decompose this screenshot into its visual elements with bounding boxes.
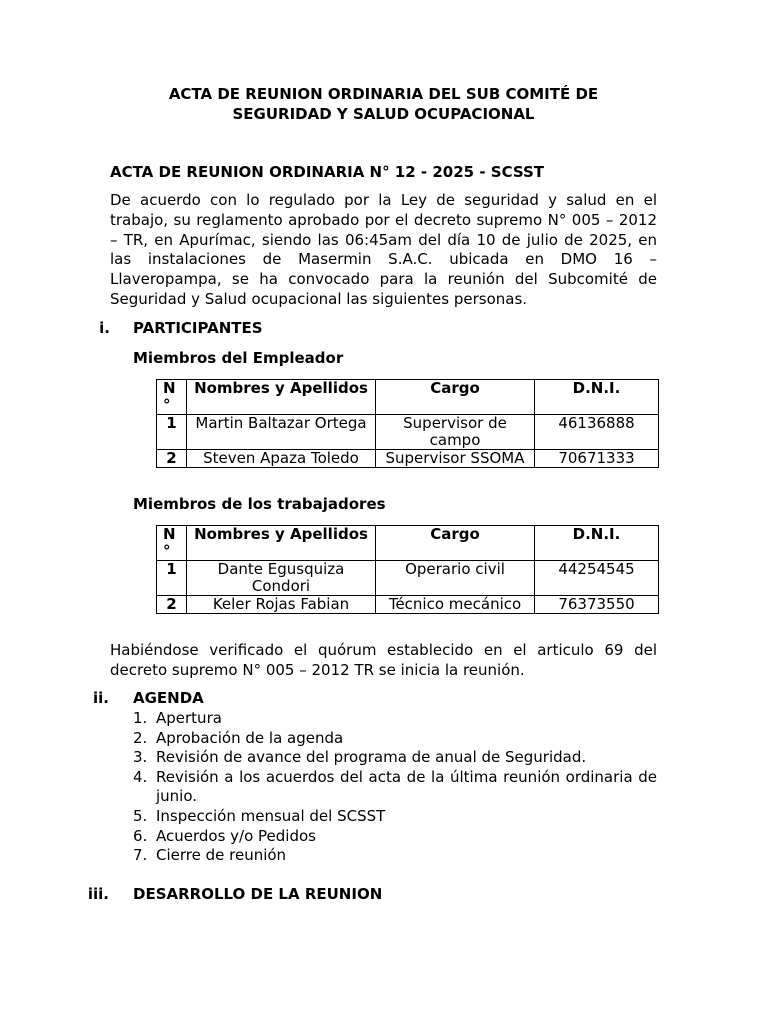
list-item-text: Revisión a los acuerdos del acta de la última reunión ordinaria de junio. — [156, 767, 657, 806]
member-name: Steven Apaza Toledo — [187, 450, 376, 468]
member-name: Dante Egusquiza Condori — [187, 561, 376, 596]
list-item-number: 4. — [133, 767, 148, 786]
column-header: N ° — [157, 380, 187, 415]
column-header: D.N.I. — [535, 526, 659, 561]
list-item — [133, 807, 657, 827]
column-header: Cargo — [376, 380, 535, 415]
section-title: AGENDA — [133, 689, 204, 707]
list-item-text: Revisión de avance del programa de anual de Seguridad. — [156, 748, 587, 767]
member-role: Supervisor SSOMA — [376, 450, 535, 468]
list-item-text: Inspección mensual del SCSST — [156, 806, 386, 825]
list-item-text: Apertura — [156, 709, 222, 727]
section-title: DESARROLLO DE LA REUNION — [133, 885, 383, 903]
list-item-number: 7. — [133, 846, 148, 865]
row-number: 1 — [157, 415, 187, 450]
table-row — [157, 596, 659, 614]
employer-heading: Miembros del Empleador — [133, 349, 344, 367]
column-header: Nombres y Apellidos — [187, 526, 376, 561]
member-name: Keler Rojas Fabian — [187, 596, 376, 614]
list-item — [133, 768, 657, 807]
row-number: 2 — [157, 450, 187, 468]
employer-table — [156, 379, 659, 468]
list-item — [133, 709, 657, 729]
member-dni: 70671333 — [535, 450, 659, 468]
list-item — [133, 846, 657, 866]
section-number: ii. — [93, 689, 109, 707]
member-role: Operario civil — [376, 561, 535, 596]
list-item — [133, 827, 657, 847]
agenda-list — [133, 709, 657, 866]
member-dni: 76373550 — [535, 596, 659, 614]
title-line-2: SEGURIDAD Y SALUD OCUPACIONAL — [232, 105, 535, 123]
column-header: D.N.I. — [535, 380, 659, 415]
list-item-text: Acuerdos y/o Pedidos — [156, 826, 316, 845]
list-item-number: 1. — [133, 709, 148, 727]
list-item-number: 6. — [133, 826, 148, 845]
list-item-number: 5. — [133, 806, 148, 825]
column-header: Cargo — [376, 526, 535, 561]
list-item-text: Cierre de reunión — [156, 846, 287, 865]
section-title: PARTICIPANTES — [133, 319, 263, 337]
workers-heading: Miembros de los trabajadores — [133, 495, 386, 513]
column-header: N ° — [157, 526, 187, 561]
workers-table — [156, 525, 659, 614]
list-item — [133, 729, 657, 749]
row-number: 2 — [157, 596, 187, 614]
list-item-number: 3. — [133, 748, 148, 767]
list-item-text: Aprobación de la agenda — [156, 728, 344, 747]
member-role: Técnico mecánico — [376, 596, 535, 614]
section-number: i. — [99, 319, 110, 337]
column-header: Nombres y Apellidos — [187, 380, 376, 415]
member-dni: 44254545 — [535, 561, 659, 596]
section-number: iii. — [87, 885, 109, 903]
title-line-1: ACTA DE REUNION ORDINARIA DEL SUB COMITÉ DE — [168, 85, 599, 103]
table-row — [157, 415, 659, 450]
list-item-number: 2. — [133, 728, 148, 747]
list-item — [133, 748, 657, 768]
table-row — [157, 561, 659, 596]
member-dni: 46136888 — [535, 415, 659, 450]
member-name: Martin Baltazar Ortega — [187, 415, 376, 450]
table-header-row — [157, 380, 659, 415]
quorum-paragraph: Habiéndose verificado el quórum establecido en el articulo 69 del decreto supremo N° 005 – 2012 TR se inicia la reunión. — [110, 641, 657, 679]
intro-paragraph: De acuerdo con lo regulado por la Ley de seguridad y salud en el trabajo, su reglamento aprobado por el decreto supremo N° 005 – 2012 – TR, en Apurímac, siendo las 06:45am del día 10 de julio de 2025, en las instalaciones de Masermin S.A.C. ubicada en DMO 16 – Llaveropampa, se ha convocado para la reunión del Subcomité de Seguridad y Salud ocupacional las siguientes personas. — [110, 191, 657, 308]
table-row — [157, 450, 659, 468]
acta-number-heading: ACTA DE REUNION ORDINARIA N° 12 - 2025 - SCSST — [110, 163, 545, 181]
table-header-row — [157, 526, 659, 561]
document-title — [110, 84, 657, 124]
row-number: 1 — [157, 561, 187, 596]
member-role: Supervisor de campo — [376, 415, 535, 450]
